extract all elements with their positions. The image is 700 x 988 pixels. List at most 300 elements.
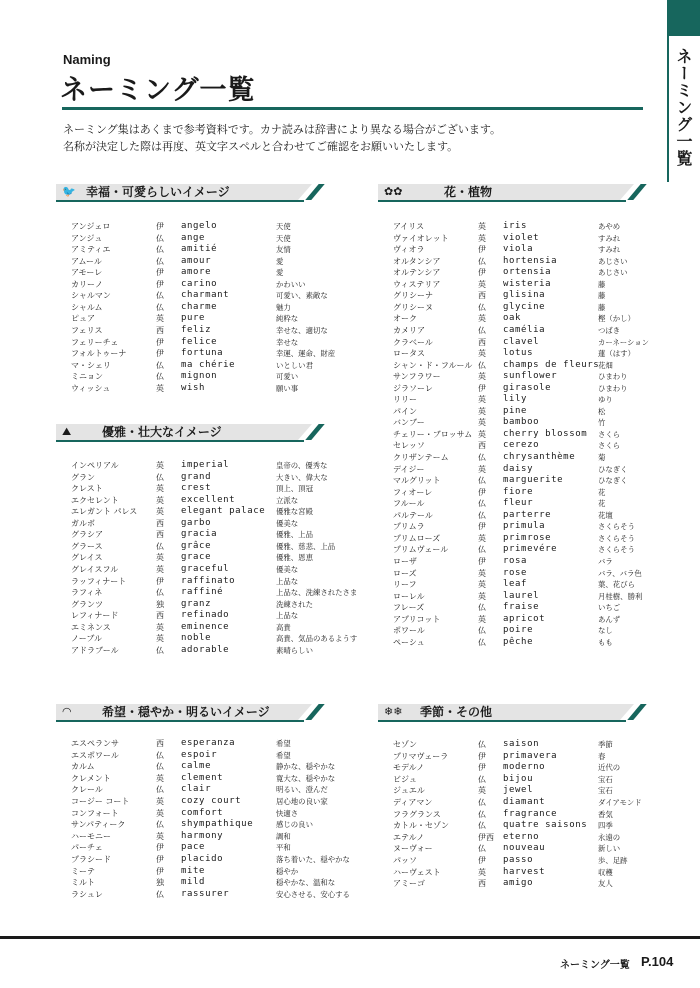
spelling: fiore [503,486,534,497]
language-code: 伊 [156,222,164,231]
meaning: ひまわり [598,372,628,382]
kana-reading: ローズ [393,568,417,578]
kana-reading: フルール [393,499,425,509]
list-item [393,267,651,279]
kana-reading: アンジュ [71,233,103,243]
spelling: placido [181,854,224,864]
meaning: 歩、足跡 [598,856,628,865]
spelling: ange [181,232,206,243]
header-rule [62,107,643,110]
list-item [71,576,329,588]
language-code: 仏 [156,645,164,655]
list-item [71,371,329,383]
meaning: 近代の [598,763,621,773]
footer-title: ネーミング一覧 [560,960,630,971]
section-header [56,184,324,206]
meaning: あじさい [598,256,628,266]
meaning: 希望 [276,750,291,760]
language-code: 英 [478,418,486,428]
kana-reading: カルム [71,762,95,772]
meaning: さくらそう [598,545,635,555]
meaning: あじさい [598,268,628,278]
kana-reading: パッソ [393,856,417,865]
kana-reading: プリムローズ [393,533,441,543]
meaning: 愛 [276,256,284,266]
meaning: 明るい、澄んだ [276,785,328,795]
language-code: 伊 [156,866,164,876]
kana-reading: アドラブール [71,645,119,655]
kana-reading: ピュア [71,314,95,324]
page-number: P.104 [641,954,674,969]
meaning: 天使 [276,222,291,231]
list-item [393,464,651,476]
meaning: 感じの良い [276,820,313,830]
spelling: ortensia [503,267,552,278]
list-item [393,521,651,533]
spelling: bijou [503,773,534,784]
spelling: shympathique [181,819,254,830]
language-code: 英 [156,564,164,574]
language-code: 伊 [478,522,486,532]
language-code: 伊 [156,349,164,359]
language-code: 伊 [156,279,164,289]
spelling: wish [181,382,206,393]
language-code: 仏 [478,453,486,462]
section-header [378,704,646,726]
meaning: 幸運、運命、財産 [276,349,336,359]
kana-reading: アプリコット [393,614,441,624]
list-item [71,472,329,484]
meaning: 花 [598,487,606,497]
list-item [71,645,329,657]
spelling: eminence [181,621,230,632]
meaning: 優雅な宮殿 [276,507,313,517]
spelling: carino [181,278,218,289]
kana-reading: グラン [71,472,95,482]
list-item [71,540,336,553]
list-item [71,256,329,268]
rainbow-icon: ◠ [62,705,72,718]
list-item [71,784,329,796]
list-item [71,877,336,889]
list-item [393,244,651,256]
meaning: 穏やか [276,866,299,876]
language-code: 西 [478,337,486,347]
list-item [71,842,329,854]
language-code: 伊 [478,245,486,255]
language-code: 英 [478,867,486,877]
meaning: 藤 [598,302,606,312]
language-code: 伊 [478,268,486,278]
language-code: 西 [156,611,164,621]
language-code: 仏 [478,302,486,312]
kana-reading: ハーヴェスト [393,867,441,877]
language-code: 仏 [156,360,164,370]
language-code: 英 [156,808,164,818]
list-item [71,854,350,866]
list-item [393,533,651,545]
meaning: 月桂樹、勝利 [598,591,643,601]
kana-reading: フォルトゥーナ [71,349,127,359]
kana-reading: レフィナード [71,611,119,621]
meaning: 可愛い、素敵な [276,291,328,301]
kana-reading: サンパティーク [71,820,126,830]
language-code: 仏 [478,256,486,266]
meaning: カーネーション [598,337,650,347]
kana-reading: ミニョン [71,372,103,382]
list-item [71,290,329,302]
meaning: 上品な、洗練されたさま [276,588,358,598]
spelling: raffiné [181,587,224,598]
meaning: 花 [598,499,606,509]
language-code: 英 [478,580,486,590]
kana-reading: ウィッシュ [71,383,111,393]
kana-reading: クレメント [71,773,111,783]
spelling: primrose [503,532,552,543]
kana-reading: ヌーヴォー [393,844,433,854]
language-code: 仏 [478,637,486,647]
kana-reading: フラグランス [393,809,441,819]
spelling: bamboo [503,417,540,428]
kana-reading: フィオーレ [393,487,433,497]
meaning: あやめ [598,222,621,231]
meaning: もも [598,637,613,647]
meaning: 樫（かし） [598,314,635,324]
list-item [393,544,651,556]
list-item [393,325,651,337]
section-header-band [378,184,634,200]
kana-reading: サンフラワー [393,372,441,382]
list-item [393,429,651,441]
list-item [393,510,651,522]
language-code: 英 [156,797,164,806]
list-item [71,244,329,256]
meaning: 季節 [598,740,613,749]
meaning: ダイアモンド [598,798,642,807]
kana-reading: グリシーナ [393,291,433,301]
language-code: 仏 [156,372,164,382]
spelling: saison [503,739,540,749]
meaning: 新しい [598,844,621,854]
list-item [71,529,329,541]
kana-reading: カメリア [393,325,425,335]
list-item [393,751,651,763]
list-item [393,820,651,832]
intro-line-2: 名称が決定した際は再度、英文字スペルと合わせてご確認をお願いいたします。 [63,140,459,153]
meaning: 素晴らしい [276,645,313,655]
meaning: かわいい [276,279,306,289]
spelling: charme [181,301,218,312]
meaning: 洗練された [276,599,313,609]
kana-reading: ペーシュ [393,637,425,647]
meaning: 花畑 [598,360,613,370]
kana-reading: デイジー [393,464,425,474]
spelling: gracia [181,529,218,540]
meaning: 藤 [598,291,606,301]
spelling: clair [181,784,212,795]
spelling: girasole [503,382,552,393]
kana-reading: パイン [393,406,417,416]
spelling: grâce [181,540,212,551]
list-item [393,475,651,487]
list-item [71,383,329,395]
spelling: champs de fleurs [503,359,600,370]
list-item [393,843,651,855]
language-code: 仏 [156,245,164,255]
meaning: いとしい君 [276,360,313,370]
meaning: 穏やかな、温和な [276,878,336,888]
meaning: ひまわり [598,383,628,393]
section-header-rule [378,200,626,202]
list-item [71,599,329,611]
spelling: laurel [503,590,540,601]
language-code: 西 [156,325,164,335]
meaning: 竹 [598,418,606,428]
spelling: clement [181,772,224,783]
side-tab-accent [667,0,700,36]
language-code: 伊 [478,763,486,773]
kana-reading: パーチェ [71,843,103,853]
list-item [71,313,329,325]
list-item [71,495,329,507]
list-item [71,796,329,808]
spelling: garbo [181,517,212,528]
spelling: imperial [181,460,230,470]
language-code: 英 [478,395,486,405]
spelling: viola [503,244,534,255]
spelling: mild [181,877,206,888]
header-label: Naming [63,52,111,67]
list-item [393,290,651,302]
meaning: 菊 [598,453,606,462]
list-item [71,506,329,518]
language-code: 英 [478,314,486,324]
spelling: amour [181,255,212,266]
spelling: granz [181,598,212,609]
spelling: diamant [503,797,546,807]
meaning: 友情 [276,245,291,255]
language-code: 仏 [478,510,486,520]
spelling: iris [503,221,528,231]
list-item [71,738,329,750]
kana-reading: プリマヴェーラ [393,751,449,761]
language-code: 英 [156,507,164,517]
section-header [378,184,646,206]
list-item [71,772,336,785]
kana-reading: ローザ [393,556,417,566]
kana-reading: エレガント パレス [71,507,138,517]
language-code: 伊 [478,556,486,566]
meaning: 優美な [276,518,299,528]
kana-reading: ローレル [393,591,425,601]
list-item [393,371,651,383]
language-code: 英 [478,591,486,601]
kana-reading: ガルボ [71,518,95,528]
language-code: 英 [156,634,164,644]
kana-reading: モデルノ [393,763,425,773]
spelling: comfort [181,807,224,818]
list-item [71,888,350,901]
list-item [71,564,329,576]
language-code: 西 [156,518,164,528]
language-code: 英 [156,314,164,324]
list-item [71,460,329,472]
language-code: 英 [478,568,486,578]
kana-reading: プリムヴェール [393,545,449,555]
list-item [393,774,651,786]
spelling: crest [181,483,212,494]
language-code: 伊 [156,855,164,864]
kana-reading: エスポワール [71,750,119,760]
language-code: 英 [156,622,164,632]
list-item [393,637,651,649]
kana-reading: ビジュ [393,774,417,784]
meaning: バラ [598,556,613,566]
flowers-icon: ✿✿ [384,185,403,198]
language-code: 仏 [156,785,164,795]
kana-reading: ラッフィナート [71,576,127,586]
language-code: 仏 [156,588,164,598]
list-item [393,739,651,751]
language-code: 仏 [478,476,486,486]
meaning: 上品な [276,611,299,621]
spelling: leaf [503,579,528,590]
kana-reading: パルテール [393,510,433,520]
list-item [393,348,651,360]
kana-reading: リーフ [393,580,417,590]
language-code: 英 [156,484,164,494]
language-code: 仏 [478,499,486,509]
spelling: feliz [181,324,212,335]
kana-reading: フレーズ [393,603,425,613]
spelling: eterno [503,831,540,842]
kana-reading: リリー [393,395,417,405]
meaning: 高貴 [276,622,291,632]
meaning: 愛 [276,268,284,278]
language-code: 仏 [478,774,486,784]
list-item [71,325,329,337]
kana-reading: チェリー・ブロッサム [393,429,473,439]
language-code: 仏 [478,545,486,555]
language-code: 英 [478,372,486,382]
spelling: calme [181,761,212,772]
spelling: harvest [503,866,546,877]
list-item [393,785,651,797]
language-code: 西 [478,291,486,301]
spelling: pace [181,842,206,853]
list-item [71,483,329,495]
intro-text [63,121,653,155]
meaning: 希望 [276,739,291,748]
meaning: 宝石 [598,786,613,796]
kana-reading: ラシュレ [71,889,103,899]
language-code: 仏 [156,233,164,243]
meaning: さくら [598,441,621,451]
spelling: glycine [503,301,546,312]
meaning: いちご [598,603,621,613]
language-code: 仏 [156,302,164,312]
list-item [393,602,651,614]
list-item [393,614,651,626]
spelling: pine [503,405,528,416]
spelling: primula [503,521,546,532]
kana-reading: コージー コート [71,797,130,806]
language-code: 仏 [156,291,164,301]
language-code: 仏 [156,541,164,551]
language-code: 伊 [478,383,486,393]
list-item [393,360,651,372]
spelling: pure [181,313,206,324]
list-item [393,867,651,879]
spelling: rassurer [181,888,230,899]
spelling: fleur [503,498,534,509]
kana-reading: アミーゴ [393,879,425,889]
spelling: chrysanthème [503,452,576,462]
kana-reading: クラベール [393,337,433,347]
language-code: 仏 [156,762,164,772]
spelling: cherry blossom [503,428,588,439]
language-code: 英 [478,406,486,416]
meaning: 優雅、恩恵 [276,553,313,563]
list-item [393,809,651,821]
language-code: 西 [156,739,164,748]
language-code: 英 [156,383,164,393]
spelling: jewel [503,785,534,796]
language-code: 仏 [478,821,486,831]
language-code: 仏 [478,325,486,335]
kana-reading: オルタンシア [393,256,441,266]
meaning: ひなぎく [598,464,628,474]
spelling: camélia [503,324,546,335]
kana-reading: ミルト [71,878,95,888]
list-item [393,221,651,233]
list-item [71,518,329,530]
list-item [71,348,336,360]
spelling: amigo [503,878,534,889]
kana-reading: グレイス [71,553,103,563]
meaning: 皇帝の、優秀な [276,461,328,470]
meaning: さくら [598,429,621,439]
spelling: noble [181,633,212,644]
meaning: 平和 [276,843,291,853]
kana-reading: クレール [71,785,103,795]
language-code: 英 [478,233,486,243]
list-item [393,313,651,325]
kana-reading: バンブー [393,418,425,428]
spelling: lotus [503,348,534,359]
meaning: 春 [598,751,606,761]
spelling: lily [503,394,528,405]
meaning: 頂上、頂冠 [276,484,313,494]
kana-reading: マ・シェリ [71,360,111,370]
language-code: 仏 [478,798,486,807]
spelling: amitié [181,244,218,255]
list-item [71,808,329,820]
language-code: 英 [156,495,164,505]
spelling: esperanza [181,738,236,748]
spelling: refinado [181,610,230,621]
spelling: mite [181,865,206,876]
kana-reading: ヴァイオレット [393,233,449,243]
kana-reading: コンフォート [71,808,119,818]
list-item [71,866,329,878]
kana-reading: グレイスフル [71,564,119,574]
list-item [71,831,329,843]
spelling: cerezo [503,440,540,451]
meaning: 静かな、穏やかな [276,762,336,772]
kana-reading: カリーノ [71,279,103,289]
meaning: 寛大な、穏やかな [276,773,336,783]
